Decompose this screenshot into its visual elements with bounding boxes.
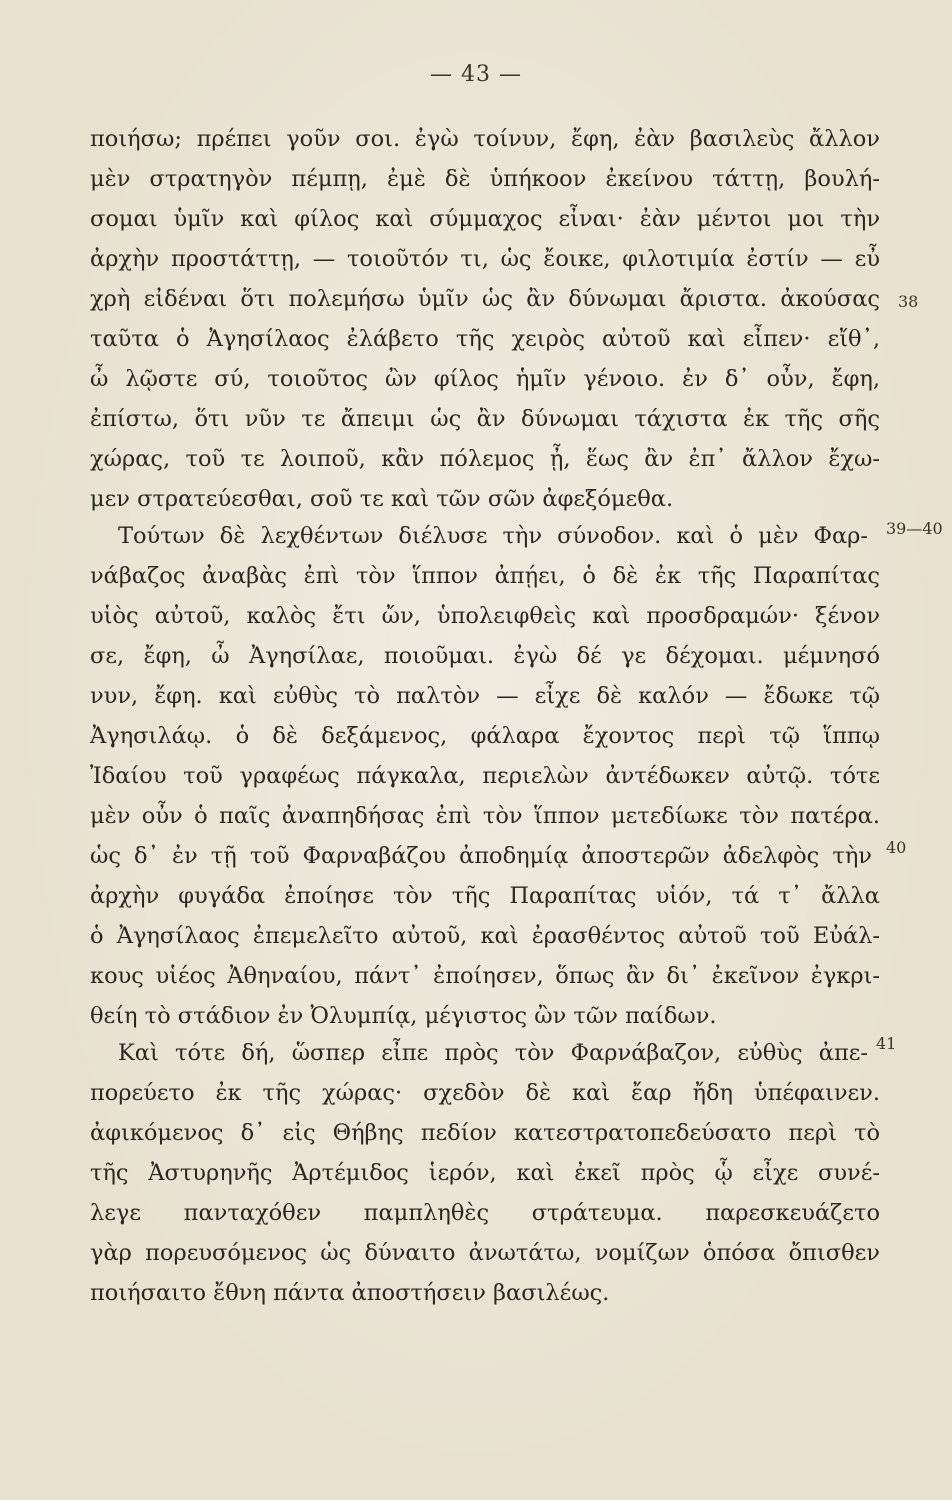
margin-section-number: 38 xyxy=(898,292,919,311)
text-line: θείη τὸ στάδιον ἐν Ὀλυμπίᾳ, μέγιστος ὢν τῶν παίδων. xyxy=(90,1003,717,1029)
margin-section-number: 39—40 xyxy=(886,519,943,538)
margin-section-number: 40 xyxy=(886,838,907,857)
text-line: νυν, ἔφη. καὶ εὐθὺς τὸ παλτὸν — εἶχε δὲ καλόν — ἔδωκε τῷ xyxy=(90,683,880,709)
text-line: νάβαζος ἀναβὰς ἐπὶ τὸν ἵππον ἀπῄει, ὁ δὲ ἐκ τῆς Παραπίτας xyxy=(90,563,880,589)
text-line: Ἰδαίου τοῦ γραφέως πάγκαλα, περιελὼν ἀντέδωκεν αὐτῷ. τότε xyxy=(90,763,880,789)
text-line: μὲν στρατηγὸν πέμπῃ, ἐμὲ δὲ ὑπήκοον ἐκείνου τάττῃ, βουλή- xyxy=(90,166,880,192)
text-line: Καὶ τότε δή, ὥσπερ εἶπε πρὸς τὸν Φαρνάβαζον, εὐθὺς ἀπε- xyxy=(118,1040,868,1066)
margin-section-number: 41 xyxy=(876,1034,897,1053)
text-line: ὁ Ἀγησίλαος ἐπεμελεῖτο αὐτοῦ, καὶ ἐρασθέντος αὐτοῦ τοῦ Εὐάλ- xyxy=(90,923,880,949)
text-line: ἀρχὴν φυγάδα ἐποίησε τὸν τῆς Παραπίτας υἱόν, τά τ᾿ ἄλλα xyxy=(90,883,880,909)
text-line: σομαι ὑμῖν καὶ φίλος καὶ σύμμαχος εἶναι· ἐὰν μέντοι μοι τὴν xyxy=(90,206,880,232)
text-line: κους υἱέος Ἀθηναίου, πάντ᾿ ἐποίησεν, ὅπως ἂν δι᾿ ἐκεῖνον ἐγκρι- xyxy=(90,963,880,989)
text-line: σε, ἔφη, ὦ Ἀγησίλαε, ποιοῦμαι. ἐγὼ δέ γε δέχομαι. μέμνησό xyxy=(90,643,880,669)
text-line: πορεύετο ἐκ τῆς χώρας· σχεδὸν δὲ καὶ ἔαρ ἤδη ὑπέφαινεν. xyxy=(90,1080,880,1106)
text-line: λεγε πανταχόθεν παμπληθὲς στράτευμα. παρεσκευάζετο xyxy=(90,1200,880,1226)
text-line: υἱὸς αὐτοῦ, καλὸς ἔτι ὤν, ὑπολειφθεὶς καὶ προσδραμών· ξένον xyxy=(90,603,880,629)
text-line: χρὴ εἰδέναι ὅτι πολεμήσω ὑμῖν ὡς ἂν δύνωμαι ἄριστα. ἀκούσας xyxy=(90,286,880,312)
text-line: ταῦτα ὁ Ἀγησίλαος ἐλάβετο τῆς χειρὸς αὐτοῦ καὶ εἶπεν· εἴθ᾿, xyxy=(90,326,880,352)
text-line: ἀρχὴν προστάττῃ, — τοιοῦτόν τι, ὡς ἔοικε, φιλοτιμία ἐστίν — εὖ xyxy=(90,246,880,272)
text-line: μὲν οὖν ὁ παῖς ἀναπηδήσας ἐπὶ τὸν ἵππον μετεδίωκε τὸν πατέρα. xyxy=(90,803,880,829)
text-line: ὡς δ᾿ ἐν τῇ τοῦ Φαρναβάζου ἀποδημίᾳ ἀποστερῶν ἀδελφὸς τὴν xyxy=(90,843,872,869)
text-line: ὦ λῷστε σύ, τοιοῦτος ὢν φίλος ἡμῖν γένοιο. ἐν δ᾿ οὖν, ἔφη, xyxy=(90,366,880,392)
text-line: μεν στρατεύεσθαι, σοῦ τε καὶ τῶν σῶν ἀφεξόμεθα. xyxy=(90,486,674,512)
text-line: ποιήσω; πρέπει γοῦν σοι. ἐγὼ τοίνυν, ἔφη, ἐὰν βασιλεὺς ἄλλον xyxy=(90,126,880,152)
text-line: Ἀγησιλάῳ. ὁ δὲ δεξάμενος, φάλαρα ἔχοντος περὶ τῷ ἵππῳ xyxy=(90,723,880,749)
text-line: ἀφικόμενος δ᾿ εἰς Θήβης πεδίον κατεστρατοπεδεύσατο περὶ τὸ xyxy=(90,1120,880,1146)
text-line: ποιήσαιτο ἔθνη πάντα ἀποστήσειν βασιλέως. xyxy=(90,1280,610,1306)
text-line: χώρας, τοῦ τε λοιποῦ, κἂν πόλεμος ᾖ, ἕως ἂν ἐπ᾿ ἄλλον ἔχω- xyxy=(90,446,880,472)
text-line: γὰρ πορευσόμενος ὡς δύναιτο ἀνωτάτω, νομίζων ὁπόσα ὄπισθεν xyxy=(90,1240,880,1266)
text-line: Τούτων δὲ λεχθέντων διέλυσε τὴν σύνοδον. καὶ ὁ μὲν Φαρ- xyxy=(118,523,868,549)
text-line: τῆς Ἀστυρηνῆς Ἀρτέμιδος ἱερόν, καὶ ἐκεῖ πρὸς ᾧ εἶχε συνέ- xyxy=(90,1160,880,1186)
text-line: ἐπίστω, ὅτι νῦν τε ἄπειμι ὡς ἂν δύνωμαι τάχιστα ἐκ τῆς σῆς xyxy=(90,406,880,432)
page-number: — 43 — xyxy=(430,62,522,87)
